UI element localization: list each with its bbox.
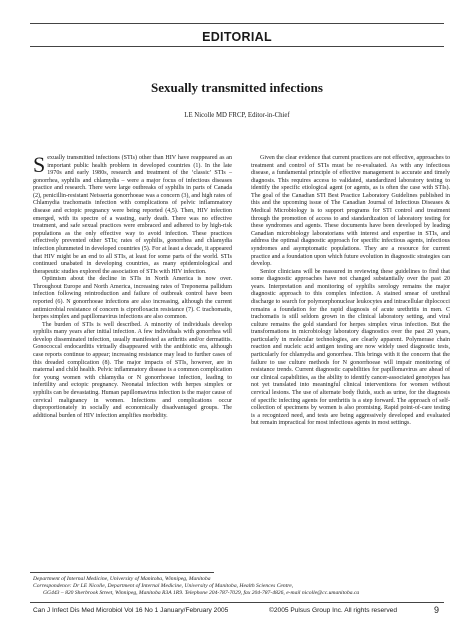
affiliation: Department of Internal Medicine, University of Manitoba, Winnipeg, Manitoba [33, 576, 211, 582]
bottom-rule [30, 602, 444, 603]
left-column [33, 152, 232, 420]
paragraph: Given the clear evidence that current practices are not effective, approaches to treatment and control of STIs must be re-evaluated. As with any infectious disease, a fundamental principle of effective management is accurate and timely diagnosis. This requires access to validated, standardized laboratory testing to identify the specific etiological agent (or agents, as is often the case with STIs). The goal of the Canadian STI Best Practice Laboratory Guidelines published in this and the upcoming issue of The Canadian Journal of Infectious Diseases & Medical Microbiology is to support programs for STI control and treatment through the promotion of access to and standardization of laboratory testing for these syndromes and agents. These documents have been developed by leading Canadian microbiology laboratorians with interest and expertise in STIs, and address the optimal diagnostic approach for specific infectious agents, infectious syndromes and asymptomatic populations. They are a resource for current practice and a foundation upon which future evolution in diagnostic strategies can develop. [251, 155, 450, 268]
page-number: 9 [434, 605, 440, 615]
section-rule [30, 46, 444, 47]
footnote [33, 576, 453, 598]
article-author: LE Nicolle MD FRCP, Editor-in-Chief [184, 112, 290, 119]
journal-citation: Can J Infect Dis Med Microbiol Vol 16 No 1 January/February 2005 [33, 607, 229, 614]
paragraph: Optimism about the decline in STIs in North America is now over. Throughout Europe and North America, increasing rates of Treponema pallidum infection following reintroduction and failure of outbreak control have been reported (6). N gonorrhoeae infections are also increasing, although the current antimicrobial resistance of concern is ciprofloxacin resistance (7). C trachomatis, herpes simplex and papillomavirus infections are also common. [33, 276, 232, 321]
paragraph: The burden of STIs is well described. A minority of individuals develop syphilis many years after initial infection. A few individuals with gonorrhea will develop disseminated infection, usually manifested as arthritis and/or dermatitis. Gonococcal endocarditis virtually disappeared with the antibiotic era, although case reports continue to appear; increasing resistance may lead to further cases of this dreaded complication (8). The major impacts of STIs, however, are in maternal and child health. Pelvic inflammatory disease is a common complication for young women with chlamydia or N gonorrhoeae infection, leading to infertility and ectopic pregnancy. Neonatal infection with herpes simplex or syphilis can be devastating. Human papillomavirus infection is the major cause of cervical malignancy in women. Infections and complications occur disproportionately in socially and economically disadvantaged groups. The additional burden of HIV infection amplifies morbidity. [33, 321, 232, 419]
article-title: Sexually transmitted infections [151, 80, 323, 95]
footnote-rule [30, 572, 214, 573]
address: GG443 – 820 Sherbrook Street, Winnipeg, Manitoba R3A 1R9. Telephone 204-787-7029, fax 204-787-4826, e-mail nicolle@cc.umanitoba.ca [43, 590, 360, 597]
paragraph-text: exually transmitted infections (STIs) other than HIV have reappeared as an important public health problem in developed countries (1). In the late 1970s and early 1980s, research and treatment of the ‘classic’ STIs – gonorrhea, syphilis and chlamydia – were a major focus of infectious diseases practice and research. There were large outbreaks of syphilis in parts of Canada (2), penicillin-resistant Neisseria gonorrhoeae was a concern (3), and high rates of Chlamydia trachomatis infection with complications of pelvic inflammatory disease and ectopic pregnancy were being reported (4,5). Then, HIV infection emerged, with its spectre of a wasting, early death. There was no effective treatment, and safe sexual practices were embraced and adhered to by high-risk populations as the only effective way to avoid infection. These practices effectively prevented other STIs; rates of syphilis, gonorrhea and chlamydia infection plummeted in developed countries (5). For at least a decade, it appeared that HIV might be an end to all STIs, at least for some parts of the world. STIs continued unabated in developing countries, as many epidemiological and therapeutic studies explored the association of STIs with HIV infection. [33, 155, 232, 275]
right-column [251, 155, 450, 428]
correspondence: Correspondence: Dr LE Nicolle, Department of Internal Medicine, University of Manitoba, Health Sciences Centre, [33, 583, 294, 590]
drop-cap: S [33, 152, 46, 177]
paragraph [33, 152, 232, 276]
top-rule [30, 23, 444, 24]
section-heading: EDITORIAL [202, 30, 272, 44]
paragraph: Senior clinicians will be reassured in reviewing these guidelines to find that some diagnostic approaches have not changed substantially over the past 20 years. Interpretation and monitoring of syphilis serology remains the major diagnostic approach to this complex infection. A stained smear of urethral discharge to search for polymorphonuclear leukocytes and intracellular diplococci remains a foundation for the rapid diagnosis of acute urethritis in men. C trachomatis is still seldom grown in the clinical laboratory setting, and viral culture remains the gold standard for herpes simplex virus infection. But the transformations in microbiology laboratory diagnostics over the past 20 years, particularly in molecular technologies, are clearly apparent. Polymerase chain reaction and nucleic acid antigen testing are now widely used diagnostic tests, particularly for chlamydia and gonorrhea. This brings with it the concern that the failure to use culture methods for N gonorrhoeae will impair monitoring of resistance trends. Current diagnostic capabilities for papillomavirus are ahead of our clinical capabilities, as the ability to identify cancer-associated genotypes has not yet translated into meaningful clinical interventions for women without cervical lesions. The use of alternate body fluids, such as urine, for the diagnosis of specific infecting agents for urethritis is a step forward. The approach of self-collection of specimens by women is also promising. Rapid point-of-care testing is a recognized need, and tests are being aggressively developed and evaluated but remain impractical for most infectious agents in most settings. [251, 268, 450, 427]
copyright: ©2005 Pulsus Group Inc. All rights reserved [269, 607, 398, 614]
